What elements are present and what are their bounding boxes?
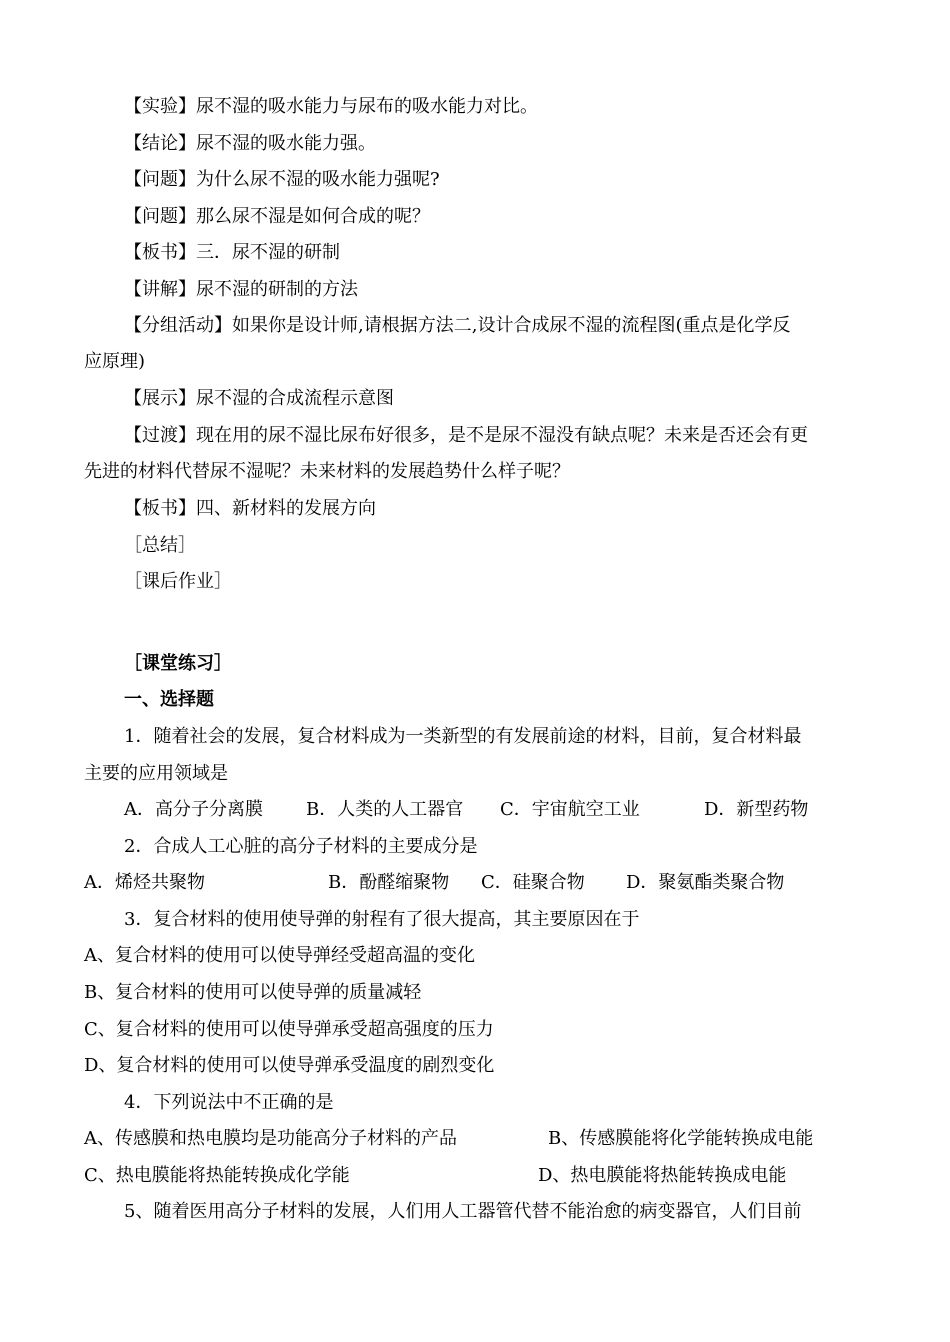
q3-option-d: D、复合材料的使用可以使导弹承受温度的剧烈变化 [84,1055,495,1076]
question-1-cont: 主要的应用领域是 [84,763,228,784]
lesson-conclusion: 【结论】尿不湿的吸水能力强。 [124,133,376,154]
question-5: 5、随着医用高分子材料的发展，人们用人工器管代替不能治愈的病变器官，人们目前 [124,1201,802,1222]
lesson-board-3: 【板书】三．尿不湿的研制 [124,242,340,263]
question-4: 4．下列说法中不正确的是 [124,1092,334,1113]
q1-option-b: B．人类的人工器官 [306,799,464,820]
lesson-transition: 【过渡】现在用的尿不湿比尿布好很多，是不是尿不湿没有缺点呢？未来是否还会有更 [124,425,808,446]
q3-option-c: C、复合材料的使用可以使导弹承受超高强度的压力 [84,1019,494,1040]
q4-option-c: C、热电膜能将热能转换成化学能 [84,1165,350,1186]
question-3: 3．复合材料的使用使导弹的射程有了很大提高，其主要原因在于 [124,909,640,930]
q2-option-c: C．硅聚合物 [481,872,585,893]
practice-heading: ［课堂练习］ [124,653,232,674]
lesson-explain: 【讲解】尿不湿的研制的方法 [124,279,358,300]
q1-option-a: A．高分子分离膜 [124,799,263,820]
lesson-summary: ［总结］ [124,535,196,556]
q4-option-d: D、热电膜能将热能转换成电能 [538,1165,787,1186]
lesson-transition-cont: 先进的材料代替尿不湿呢？未来材料的发展趋势什么样子呢？ [84,461,570,482]
lesson-question-1: 【问题】为什么尿不湿的吸水能力强呢? [124,169,440,190]
q3-option-b: B、复合材料的使用可以使导弹的质量减轻 [84,982,422,1003]
q2-option-b: B．酚醛缩聚物 [328,872,450,893]
q1-option-d: D．新型药物 [704,799,809,820]
question-1: 1．随着社会的发展，复合材料成为一类新型的有发展前途的材料，目前，复合材料最 [124,726,802,747]
q2-option-d: D．聚氨酯类聚合物 [626,872,785,893]
q2-option-a: A．烯烃共聚物 [84,872,205,893]
lesson-homework: ［课后作业］ [124,571,232,592]
lesson-group-activity: 【分组活动】如果你是设计师,请根据方法二,设计合成尿不湿的流程图(重点是化学反 [124,315,791,336]
q4-option-a: A、传感膜和热电膜均是功能高分子材料的产品 [84,1128,457,1149]
question-2: 2．合成人工心脏的高分子材料的主要成分是 [124,836,478,857]
q1-option-c: C．宇宙航空工业 [500,799,640,820]
q3-option-a: A、复合材料的使用可以使导弹经受超高温的变化 [84,945,475,966]
lesson-display: 【展示】尿不湿的合成流程示意图 [124,388,394,409]
section-choice: 一、选择题 [124,689,214,710]
lesson-experiment: 【实验】尿不湿的吸水能力与尿布的吸水能力对比。 [124,96,538,117]
q4-option-b: B、传感膜能将化学能转换成电能 [548,1128,814,1149]
lesson-question-2: 【问题】那么尿不湿是如何合成的呢？ [124,206,430,227]
lesson-group-activity-cont: 应原理) [84,351,146,372]
lesson-board-4: 【板书】四、新材料的发展方向 [124,498,376,519]
